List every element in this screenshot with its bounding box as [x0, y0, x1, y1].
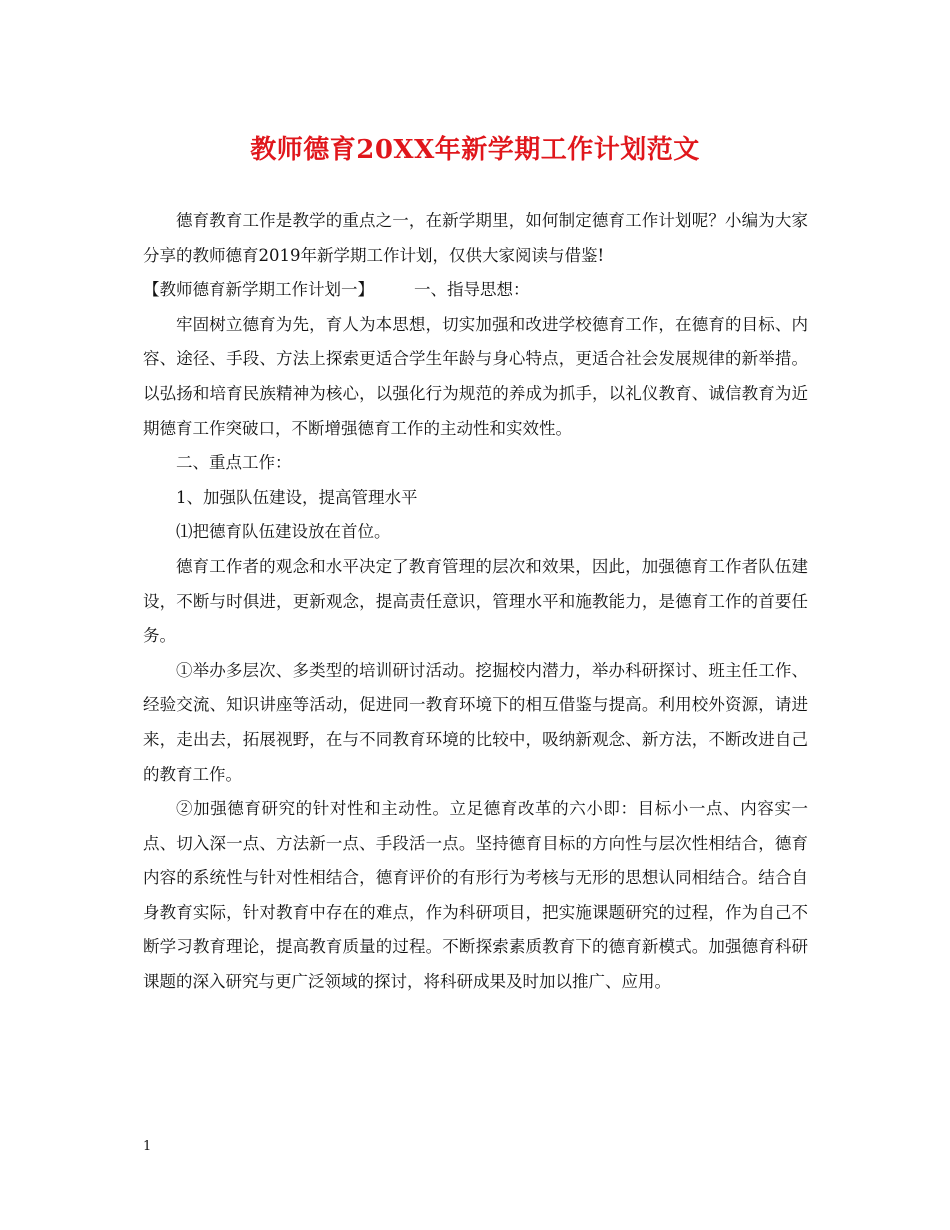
section-two-heading: 二、重点工作：: [176, 453, 292, 473]
page-number: 1: [143, 1139, 152, 1154]
training-paragraph: ①举办多层次、多类型的培训研讨活动。挖掘校内潜力，举办科研探讨、班主任工作、经验交流、知识讲座等活动，促进同一教育环境下的相互借鉴与提高。利用校外资源，请进来，走出去，拓展视野，在与不同教育环境的比较中，吸纳新观念、新方法，不断改进自己的教育工作。: [143, 660, 808, 784]
plan-heading: 【教师德育新学期工作计划一】: [143, 280, 374, 300]
research-paragraph: ②加强德育研究的针对性和主动性。立足德育改革的六小即：目标小一点、内容实一点、切入深一点、方法新一点、手段活一点。坚持德育目标的方向性与层次性相结合，德育内容的系统性与针对性相结合，德育评价的有形行为考核与无形的思想认同相结合。结合自身教育实际，针对教育中存在的难点，作为科研项目，把实施课题研究的过程，作为自己不断学习教育理论，提高教育质量的过程。不断探索素质教育下的德育新模式。加强德育科研课题的深入研究与更广泛领域的探讨，将科研成果及时加以推广、应用。: [143, 799, 808, 992]
section-one-heading: 一、指导思想：: [414, 280, 530, 300]
guiding-thought-paragraph: 牢固树立德育为先，育人为本思想，切实加强和改进学校德育工作，在德育的目标、内容、途径、手段、方法上探索更适合学生年龄与身心特点，更适合社会发展规律的新举措。以弘扬和培育民族精神为核心，以强化行为规范的养成为抓手，以礼仪教育、诚信教育为近期德育工作突破口，不断增强德育工作的主动性和实效性。: [143, 314, 808, 438]
intro-paragraph: 德育教育工作是教学的重点之一，在新学期里，如何制定德育工作计划呢？小编为大家分享的教师德育2019年新学期工作计划，仅供大家阅读与借鉴!: [143, 211, 808, 265]
document-body: [143, 204, 808, 1000]
document-title: 教师德育20XX年新学期工作计划范文: [250, 135, 700, 165]
item-one-heading: ⑴把德育队伍建设放在首位。: [176, 522, 391, 542]
team-building-paragraph: 德育工作者的观念和水平决定了教育管理的层次和效果，因此，加强德育工作者队伍建设，不断与时俱进，更新观念，提高责任意识，管理水平和施教能力，是德育工作的首要任务。: [143, 556, 808, 646]
subsection-one-heading: 1、加强队伍建设，提高管理水平: [176, 487, 418, 507]
plan-heading-line: [143, 273, 808, 308]
